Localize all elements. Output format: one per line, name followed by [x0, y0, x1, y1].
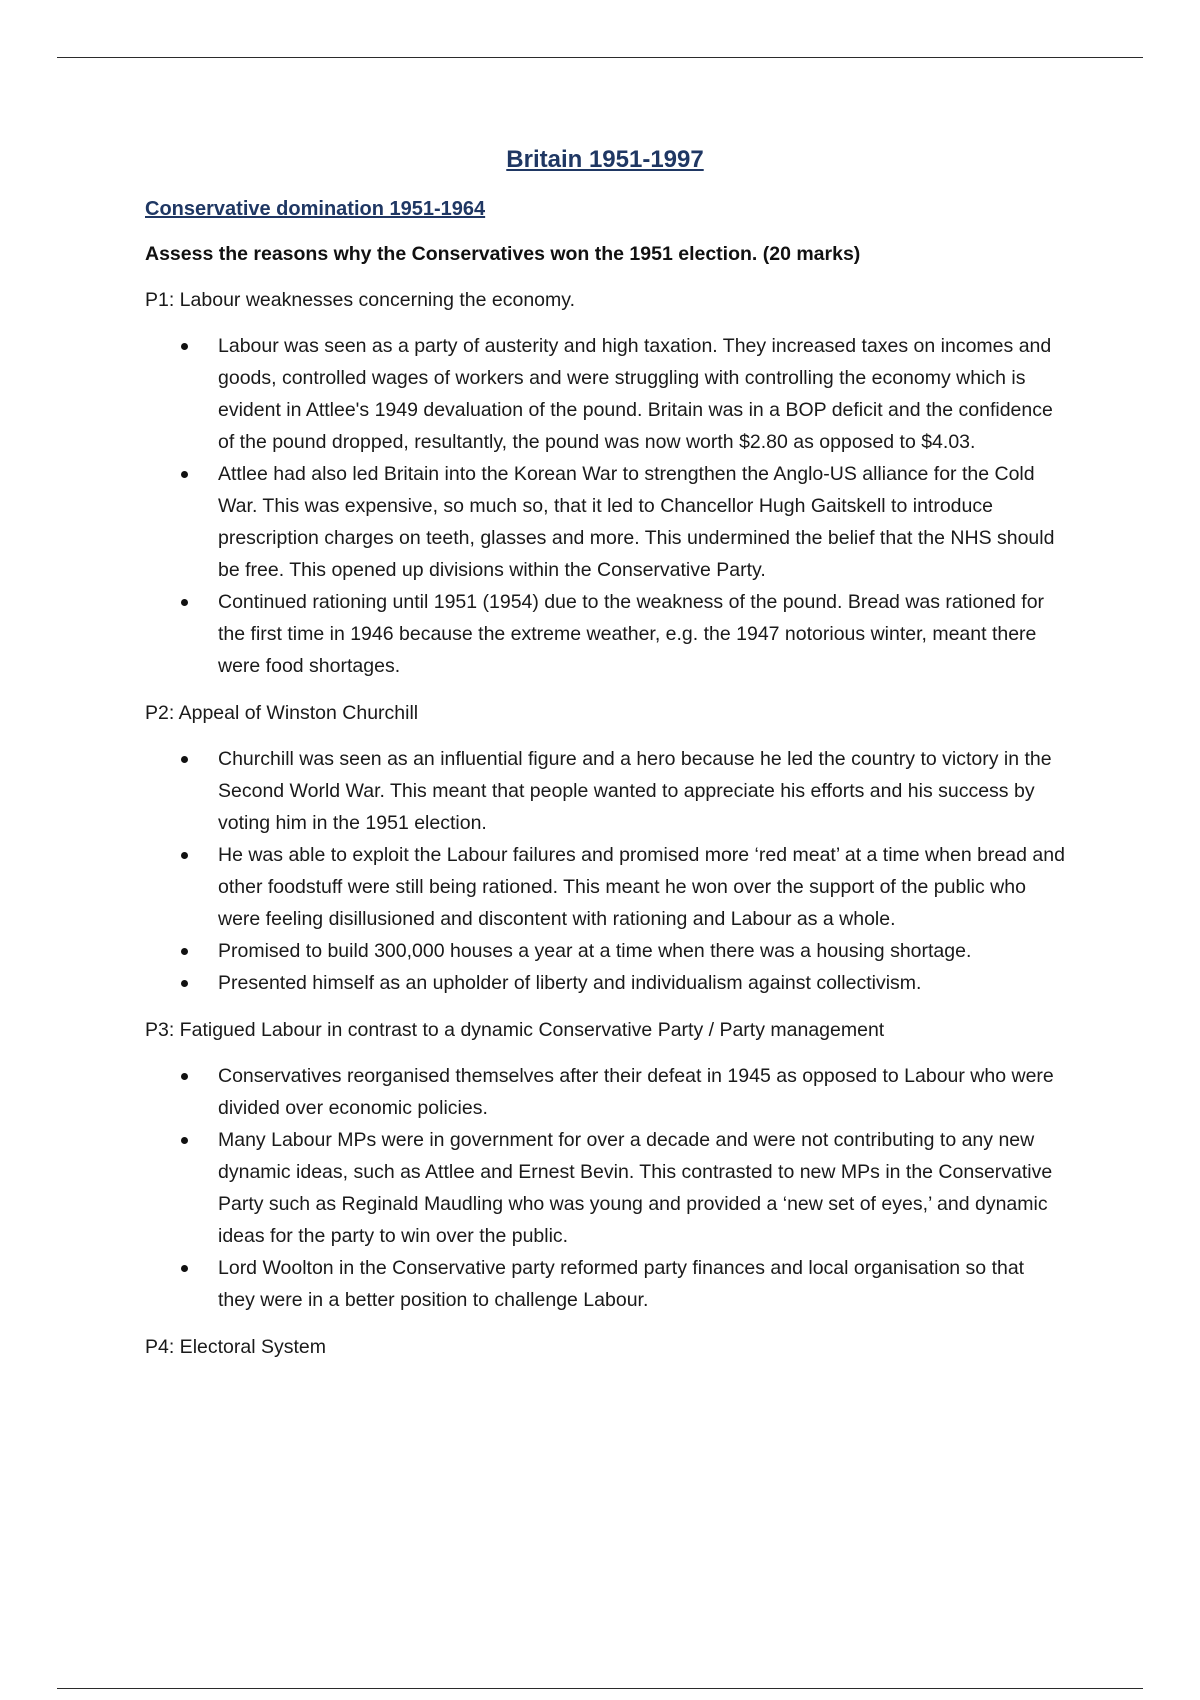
list-item-text: Conservatives reorganised themselves after their defeat in 1945 as opposed to Labour who were divided over economic policies. [218, 1065, 1054, 1119]
point-heading-p3: P3: Fatigued Labour in contrast to a dynamic Conservative Party / Party management [145, 1019, 885, 1041]
document-page [145, 143, 1065, 1377]
section-heading: Conservative domination 1951-1964 [145, 198, 486, 220]
bullet-icon [181, 1073, 188, 1080]
list-item [145, 935, 1065, 967]
list-item-text: Attlee had also led Britain into the Korean War to strengthen the Anglo-US alliance for the Cold War. This was expensive, so much so, that it led to Chancellor Hugh Gaitskell to introduce prescription charges on teeth, glasses and more. This undermined the belief that the NHS should be free. This opened up divisions within the Conservative Party. [218, 463, 1055, 581]
bullet-icon [181, 756, 188, 763]
document-title: Britain 1951-1997 [506, 146, 704, 173]
bullet-icon [181, 852, 188, 859]
point-heading-p2: P2: Appeal of Winston Churchill [145, 702, 419, 724]
bullet-list-p3 [145, 1060, 1065, 1316]
list-item [145, 743, 1065, 839]
list-item-text: Continued rationing until 1951 (1954) due to the weakness of the pound. Bread was rationed for the first time in 1946 because the extreme weather, e.g. the 1947 notorious winter, meant there were food shortages. [218, 591, 1045, 677]
list-item-text: Promised to build 300,000 houses a year at a time when there was a housing shortage. [218, 940, 972, 962]
list-item [145, 1124, 1065, 1252]
bullet-icon [181, 1137, 188, 1144]
list-item [145, 586, 1065, 682]
bullet-list-p2 [145, 743, 1065, 999]
bullet-icon [181, 343, 188, 350]
list-item-text: Churchill was seen as an influential figure and a hero because he led the country to victory in the Second World War. This meant that people wanted to appreciate his efforts and his success by voting him in the 1951 election. [218, 748, 1052, 834]
bullet-icon [181, 980, 188, 987]
bullet-icon [181, 599, 188, 606]
list-item-text: Many Labour MPs were in government for over a decade and were not contributing to any new dynamic ideas, such as Attlee and Ernest Bevin. This contrasted to new MPs in the Conservative Party such as Reginald Maudling who was young and provided a ‘new set of eyes,’ and dynamic ideas for the party to win over the public. [218, 1129, 1053, 1247]
list-item [145, 1252, 1065, 1316]
list-item [145, 1060, 1065, 1124]
list-item [145, 458, 1065, 586]
point-heading-p1: P1: Labour weaknesses concerning the economy. [145, 289, 575, 311]
list-item-text: He was able to exploit the Labour failures and promised more ‘red meat’ at a time when bread and other foodstuff were still being rationed. This meant he won over the support of the public who were feeling disillusioned and discontent with rationing and Labour as a whole. [218, 844, 1065, 930]
bullet-icon [181, 471, 188, 478]
header-rule [57, 57, 1143, 58]
point-heading-p4: P4: Electoral System [145, 1336, 326, 1358]
bullet-icon [181, 1265, 188, 1272]
list-item [145, 330, 1065, 458]
list-item [145, 967, 1065, 999]
footer-rule [57, 1688, 1143, 1689]
list-item-text: Lord Woolton in the Conservative party reformed party finances and local organisation so that they were in a better position to challenge Labour. [218, 1257, 1025, 1311]
list-item [145, 839, 1065, 935]
essay-question: Assess the reasons why the Conservatives won the 1951 election. (20 marks) [145, 243, 861, 265]
bullet-icon [181, 948, 188, 955]
bullet-list-p1 [145, 330, 1065, 682]
list-item-text: Presented himself as an upholder of liberty and individualism against collectivism. [218, 972, 922, 994]
list-item-text: Labour was seen as a party of austerity and high taxation. They increased taxes on incomes and goods, controlled wages of workers and were struggling with controlling the economy which is evident in Attlee's 1949 devaluation of the pound. Britain was in a BOP deficit and the confidence of the pound dropped, resultantly, the pound was now worth $2.80 as opposed to $4.03. [218, 335, 1053, 453]
